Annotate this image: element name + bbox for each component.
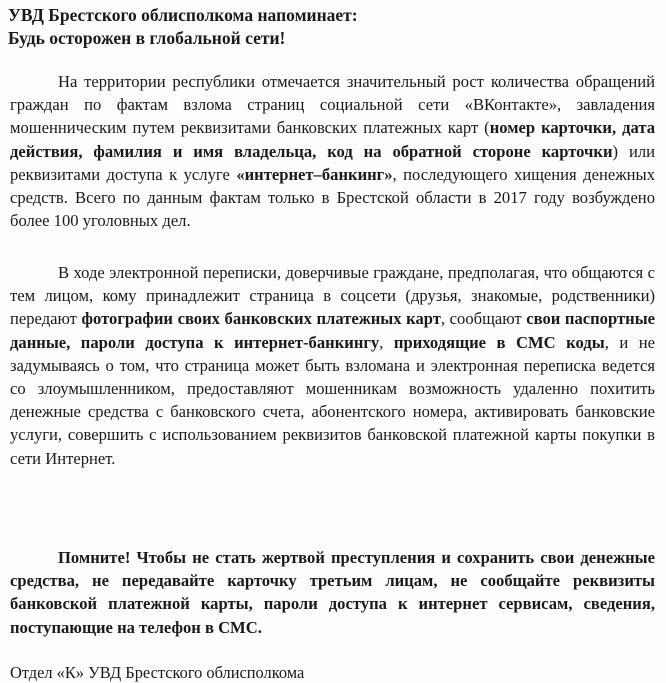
title-line-1: УВД Брестского облисполкома напоминает: [8,5,358,25]
paragraph1-bold-internet-banking: «интернет–банкинг» [236,164,393,184]
paragraph1-text-3: , последующего хищения денежных средств. Всего по данным фактам только в Брестской области в 2017 году возбуждено более 100 уголовных дел. [10,164,655,231]
paragraph1-text-1: На территории республики отмечается значительный рост количества обращений граждан по фактам взлома страниц социальной сети «ВКонтакте», завладения мошенническим путем реквизитами банковских платежных карт ( [10,72,655,138]
paragraph2-text-1: В ходе электронной переписки, доверчивые граждане, предполагая, что общаются с тем лицом, кому принадлежит страница в соцсети (друзья, знакомые, родственники) передают [10,263,655,329]
paragraph-fraud-statistics [10,70,655,232]
paragraph2-bold-passport-passwords: свои паспортные данные, пароли доступа к интернет-банкингу [10,309,656,352]
paragraph2-text-3: , [379,332,394,352]
title-line-2: Будь осторожен в глобальной сети! [8,28,286,48]
paragraph-fraud-scheme [10,261,655,470]
paragraph1-text-2: ) или реквизитами доступа к услуге [10,141,655,184]
paragraph2-text-2: , сообщают [440,309,527,329]
document-title [8,4,658,50]
paragraph2-text-4: , и не задумываясь о том, что страница может быть взломана и электронная переписка ведется со злоумышленником, предоставляют мошенникам возможность удаленно похитить денежные средства с банковского счета, абонентского номера, активировать банковские услуги, совершить с использованием реквизитов банковской платежной карты покупки в сети Интернет. [10,332,656,468]
signature-line: Отдел «К» УВД Брестского облисполкома [10,663,305,682]
paragraph2-bold-card-photos: фотографии своих банковских платежных карт [81,309,441,329]
paragraph2-bold-sms-codes: приходящие в СМС коды [393,332,605,352]
paragraph1-bold-card-details: номер карточки, дата действия, фамилия и имя владельца, код на обратной стороне карточки [10,118,655,161]
warning-paragraph: Помните! Чтобы не стать жертвой преступления и сохранить свои денежные средства, не передавайте карточку третьим лицам, не сообщайте реквизиты банковской платежной карты, пароли доступа к интернет сервисам, сведения, поступающие на телефон в СМС. [10,548,655,637]
